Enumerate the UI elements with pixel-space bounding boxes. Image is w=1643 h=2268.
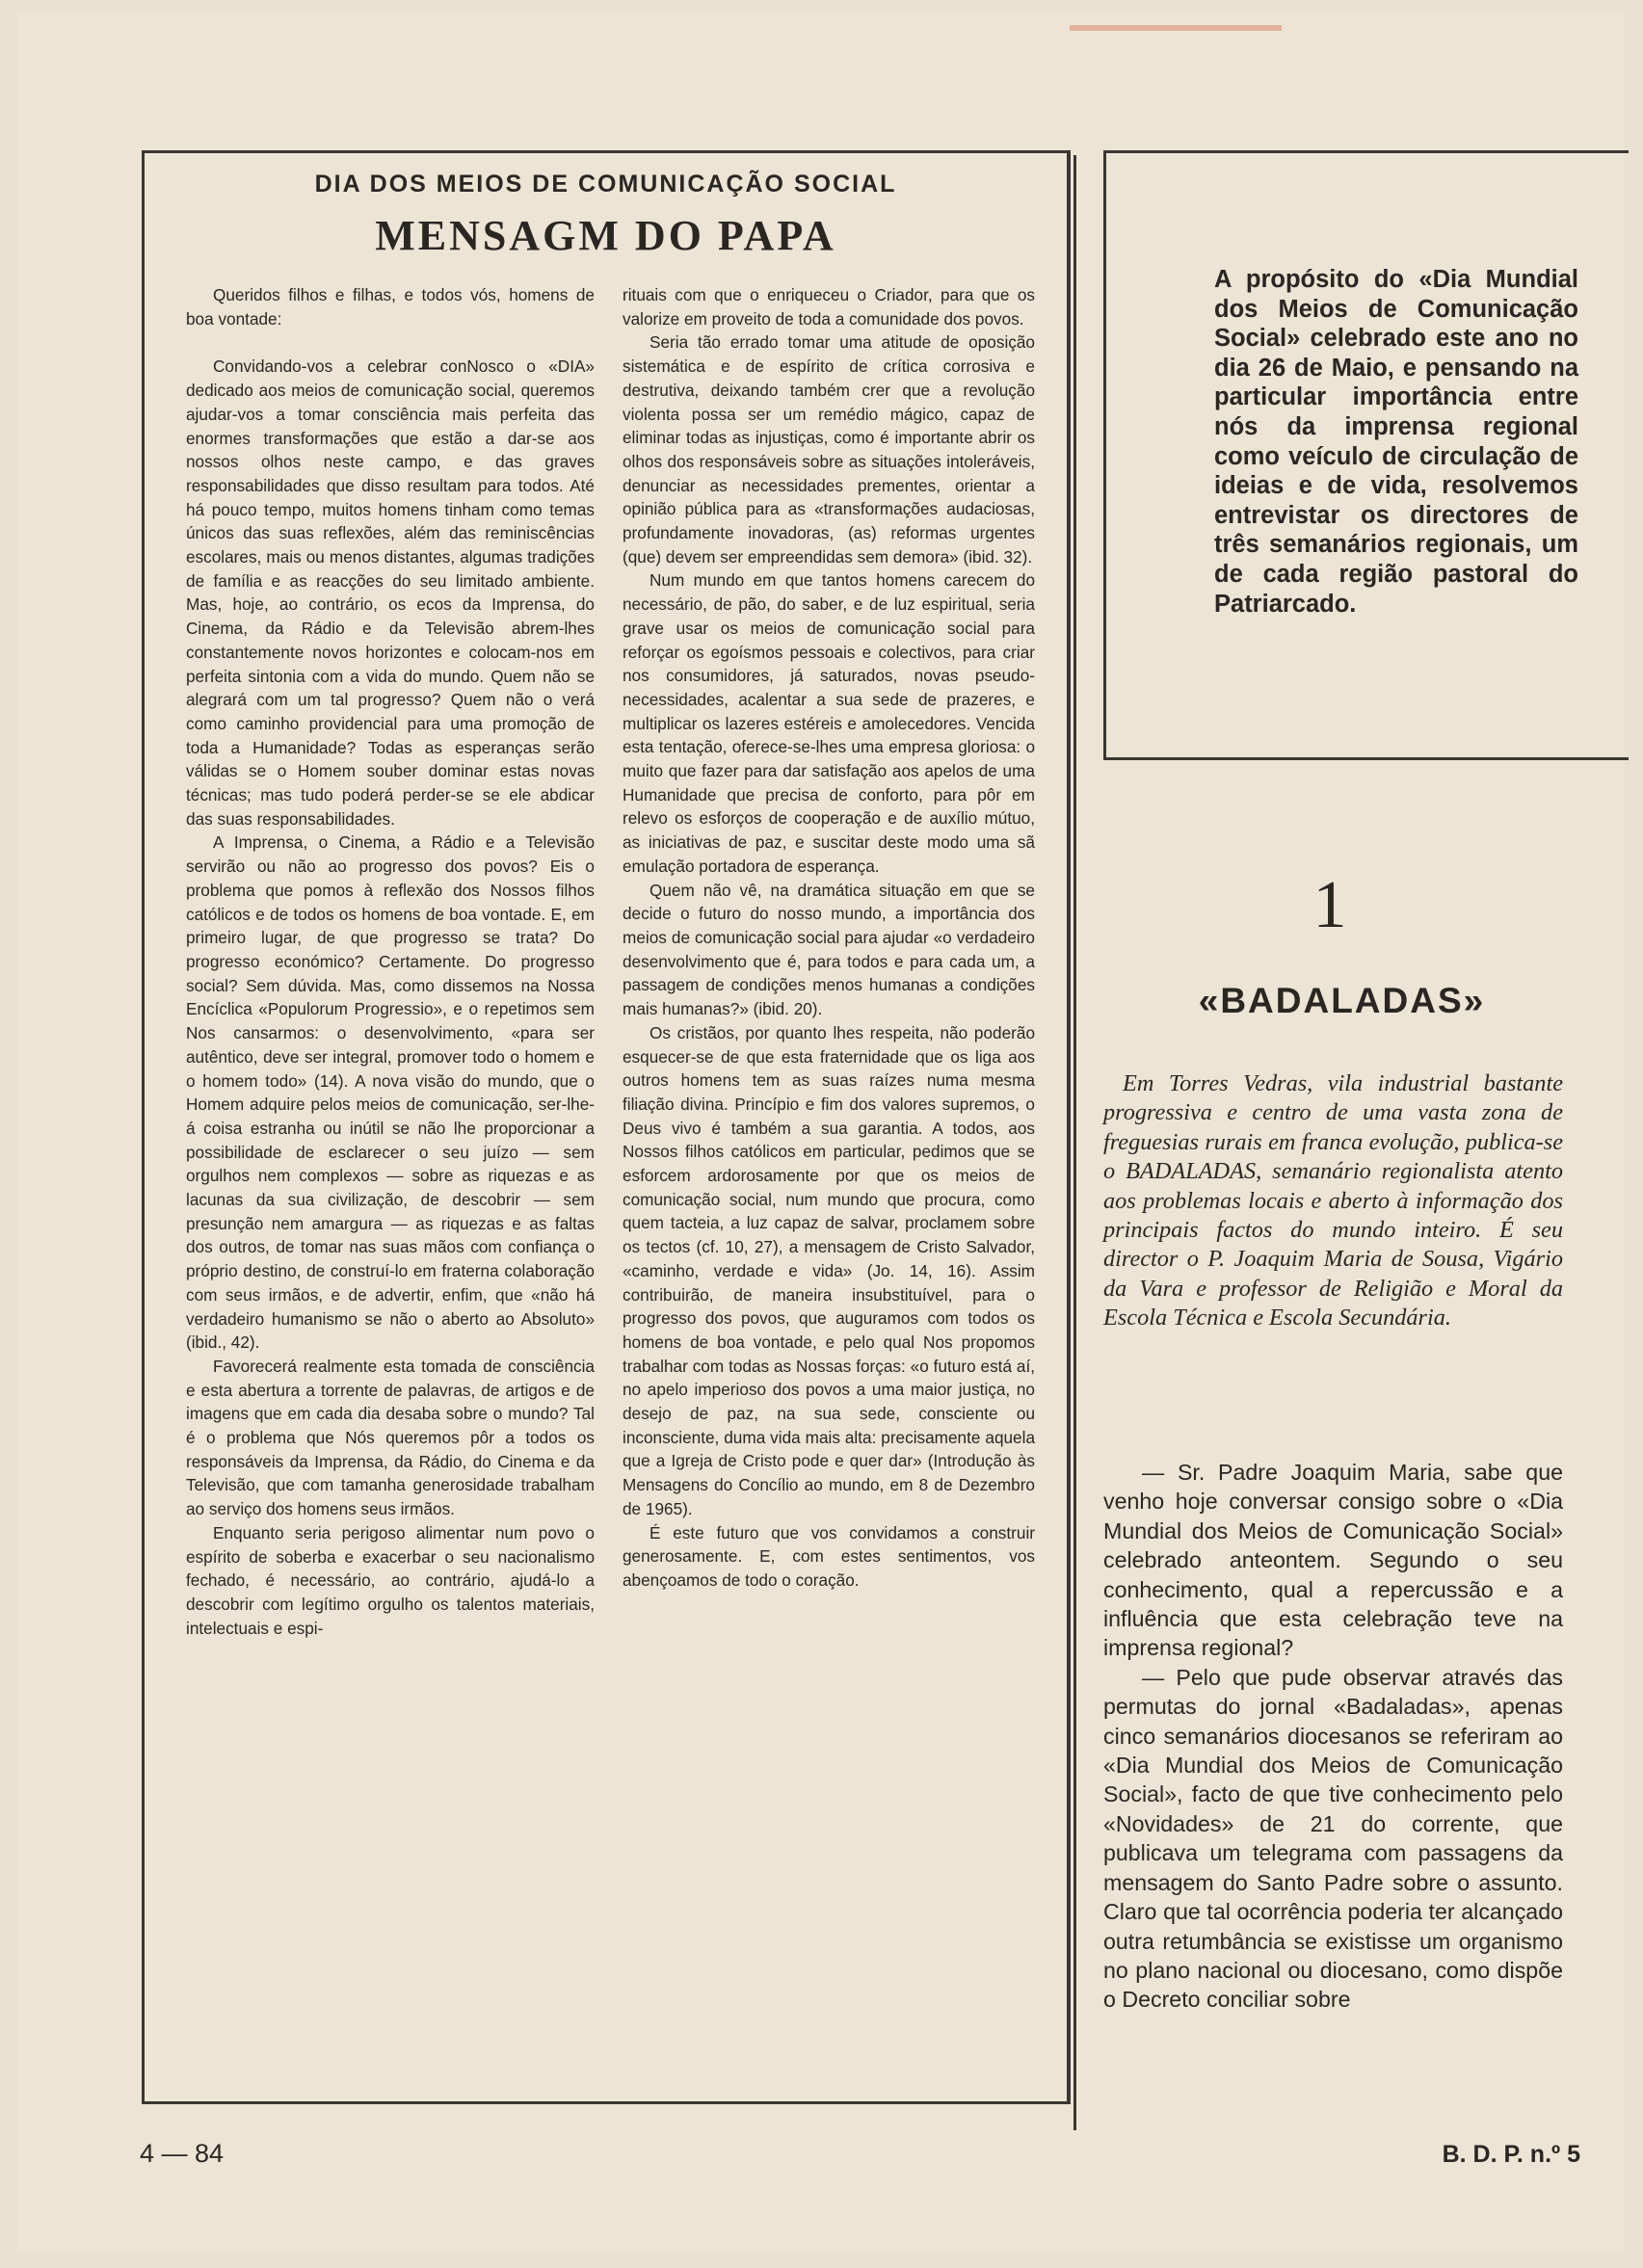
paragraph: Quem não vê, na dramática situação em que se decide o futuro do nosso mundo, a importância dos meios de comunicação social para ajudar «o verdadeiro desenvolvimento que é, para todos e para cada um, a passagem de condições menos humanas a condições mais humanas?» (ibid. 20). xyxy=(623,880,1035,1019)
paragraph: Seria tão errado tomar uma atitude de oposição sistemática e de espírito de crítica corrosiva e destrutiva, deixando também crer que a revolução violenta possa ser um remédio mágico, capaz de eliminar todas as injustiças, como é importante abrir os olhos dos responsáveis sobre as situações intoleráveis, denunciar as necessidades prementes, orientar a opinião pública para as «transformações audaciosas, profundamente inovadoras, (as) reformas urgentes (que) devem ser empreendidas sem demora» (ibid. 32). xyxy=(623,332,1035,567)
page-number: 4 — 84 xyxy=(140,2139,225,2168)
box-shadow-line xyxy=(1073,155,1076,2130)
paragraph: — Sr. Padre Joaquim Maria, sabe que venho hoje conversar consigo sobre o «Dia Mundial dos Meios de Comunicação Social» celebrado anteontem. Segundo o seu conhecimento, qual a repercussão e a influência que esta celebração teve na imprensa regional? xyxy=(1103,1460,1563,1661)
paragraph: Queridos filhos e filhas, e todos vós, homens de boa vontade: xyxy=(186,285,595,329)
top-edge-mark xyxy=(1070,25,1282,31)
paragraph: Num mundo em que tantos homens carecem do necessário, de pão, do saber, e de luz espiritual, seria grave usar os meios de comunicação social para reforçar os egoísmos pessoais e colectivos, para criar nos consumidores, já saturados, novas pseudo-necessidades, acalentar a sua sede de prazeres, e multiplicar os lazeres estéreis e amolecedores. Vencida esta tentação, oferece-se-lhes uma empresa gloriosa: o muito que fazer para dar satisfação aos apelos de uma Humanidade que precisa de conforto, para pôr em relevo os esforços de cooperação e de auxílio mútuo, as iniciativas de paz, e suscitar deste modo uma sã emulação portadora de esperança. xyxy=(623,570,1035,876)
article-kicker: DIA DOS MEIOS DE COMUNICAÇÃO SOCIAL xyxy=(314,171,897,198)
interview-lede xyxy=(1103,1069,1563,1333)
paragraph: rituais com que o enriqueceu o Criador, para que os valorize em proveito de toda a comunidade dos povos. xyxy=(623,285,1035,329)
issue-label: B. D. P. n.º 5 xyxy=(1442,2141,1580,2168)
section-number: 1 xyxy=(1312,868,1347,942)
lede-paragraph: Em Torres Vedras, vila industrial bastante progressiva e centro de uma vasta zona de freguesias rurais em franca evolução, publica-se o BADALADAS, semanário regionalista atento aos problemas locais e aberto à informação dos principais factos do mundo inteiro. É seu director o P. Joaquim Maria de Sousa, Vigário da Vara e professor de Religião e Moral da Escola Técnica e Escola Secundária. xyxy=(1103,1070,1563,1332)
paragraph: Favorecerá realmente esta tomada de consciência e esta abertura a torrente de palavras, de artigos e de imagens que em cada dia desaba sobre o mundo? Tal é o problema que Nós queremos pôr a todos os responsáveis da Imprensa, da Rádio, do Cinema e da Televisão, que com tamanha generosidade trabalham ao serviço dos homens seus irmãos. xyxy=(186,1356,595,1519)
paragraph: É este futuro que vos convidamos a construir generosamente. E, com estes sentimentos, vos abençoamos de todo o coração. xyxy=(623,1522,1035,1590)
article-headline: MENSAGM DO PAPA xyxy=(375,212,836,259)
interview-intro-box xyxy=(1103,150,1629,760)
interview-intro: A propósito do «Dia Mundial dos Meios de Comunicação Social» celebrado este ano no dia 26 de Maio, e pensando na particular importância entre nós da imprensa regional como veículo de circulação de ideias e de vida, resolvemos entrevistar os directores de três semanários regionais, um de cada região pastoral do Patriarcado. xyxy=(1214,266,1578,618)
paragraph: — Pelo que pude observar através das permutas do jornal «Badaladas», apenas cinco semanários diocesanos se referiram ao «Dia Mundial dos Meios de Comunicação Social», facto de que tive conhecimento pelo «Novidades» de 21 do corrente, que publicava um telegrama com passagens da mensagem do Santo Padre sobre o assunto. Claro que tal ocorrência poderia ter alcançado outra retumbância se existisse um organismo no plano nacional ou diocesano, como dispõe o Decreto conciliar sobre xyxy=(1103,1664,1563,2013)
paragraph: Enquanto seria perigoso alimentar num povo o espírito de soberba e exacerbar o seu nacionalismo fechado, é necessário, ao contrário, ajudá-lo a descobrir com legítimo orgulho os talentos materiais, intelectuais e espi- xyxy=(186,1522,595,1638)
interview-body xyxy=(1103,1458,1563,2015)
papal-message-box xyxy=(142,150,1071,2104)
paragraph: Os cristãos, por quanto lhes respeita, não poderão esquecer-se de que esta fraternidade que os liga aos outros homens tem as suas raízes numa mesma filiação divina. Princípio e fim dos valores supremos, o Deus vivo é também a sua garantia. A todos, aos Nossos filhos católicos em particular, pedimos que se esforcem ardorosamente por que os meios de comunicação social, num mundo que procura, como quem tacteia, a luz capaz de salvar, proclamem sobre os tectos (cf. 10, 27), a mensagem de Cristo Salvador, «caminho, verdade e vida» (Jo. 14, 16). Assim contribuirão, de maneira insubstituível, para o progresso dos povos, que auguramos com todos os homens de boa vontade, e pelo qual Nos propomos trabalhar com todas as Nossas forças: «o futuro está aí, no apelo imperioso dos povos a uma maior justiça, no desejo de paz, na sua sede, consciente ou inconsciente, duma vida mais alta: precisamente aquela que a Igreja de Cristo pode e quer dar» (Introdução às Mensagens do Concílio ao mundo, em 8 de Dezembro de 1965). xyxy=(623,1022,1035,1518)
paragraph: Convidando-vos a celebrar conNosco o «DIA» dedicado aos meios de comunicação social, queremos ajudar-vos a tomar consciência mais perfeita das enormes transformações que estão a dar-se aos nossos olhos neste campo, e das graves responsabilidades que disso resultam para todos. Até há pouco tempo, muitos homens tinham como temas únicos das suas reflexões, além das reminiscências escolares, mais ou menos distantes, algumas tradições de família e as reacções do seu limitado ambiente. Mas, hoje, ao contrário, os ecos da Imprensa, do Cinema, da Rádio e da Televisão abrem-lhes constantemente novos horizontes e colocam-nos em perfeita sintonia com a vida do mundo. Quem não se alegrará com um tal progresso? Quem não o verá como caminho providencial para uma promoção de toda a Humanidade? Todas as esperanças serão válidas se o Homem souber dominar estas novas técnicas; mas tudo poderá perder-se se ele abdicar das suas responsabilidades. xyxy=(186,356,595,829)
paragraph: A Imprensa, o Cinema, a Rádio e a Televisão servirão ou não ao progresso dos povos? Eis o problema que pomos à reflexão dos Nossos filhos católicos e de todos os homens de boa vontade. E, em primeiro lugar, de que progresso se trata? Do progresso económico? Certamente. Do progresso social? Sem dúvida. Mas, como dissemos na Nossa Encíclica «Populorum Progressio», e o repetimos sem Nos cansarmos: o desenvolvimento, «para ser autêntico, deve ser integral, promover todo o homem e o homem todo» (14). A nova visão do mundo, que o Homem adquire pelos meios de comunicação, ser-lhe-á coisa estranha ou inútil se não lhe proporcionar a possibilidade de esclarecer o seu juízo — sem orgulhos nem complexos — sobre as riquezas e as lacunas da sua civilização, de descobrir — sem presunção nem amargura — as riquezas e as faltas dos outros, de tomar nas suas mãos com confiança o próprio destino, de construí-lo em fraterna colaboração com seus irmãos, e de advertir, enfim, que «não há verdadeiro humanismo se não o aberto ao Absoluto» (ibid., 42). xyxy=(186,832,595,1353)
article-column-1 xyxy=(186,283,595,1640)
article-column-2 xyxy=(623,283,1035,1593)
section-title: «BADALADAS» xyxy=(1198,981,1486,1020)
